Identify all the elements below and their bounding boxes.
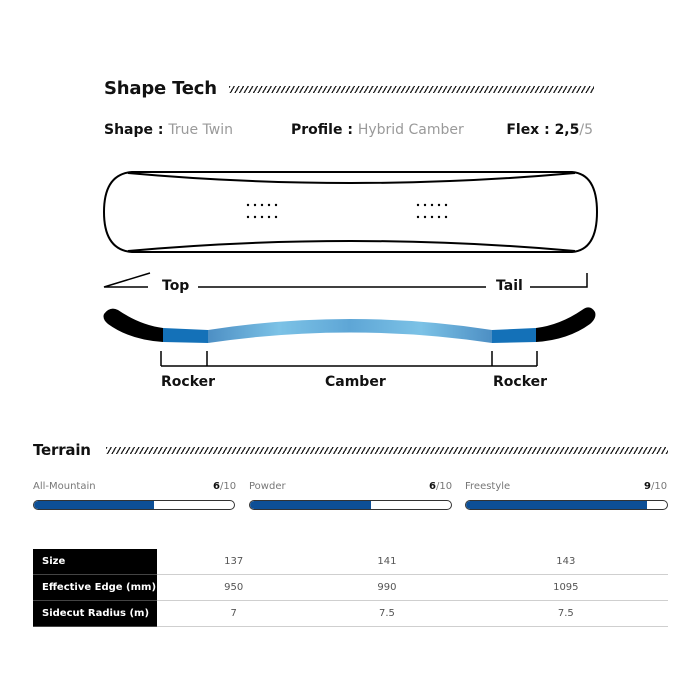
profile-camber [208,319,492,343]
row-header-size: Size [33,549,157,575]
top-arrow-line [104,273,150,287]
table-row [33,601,668,627]
table-cell: 1095 [464,575,668,601]
tail-label: Tail [496,278,523,294]
sizes-table [33,549,668,627]
table-cell: 7.5 [310,601,463,627]
terrain-bar-fill-all-mountain [34,501,154,509]
flex-spec-label: Flex : 2,5 [506,122,580,138]
terrain-score-freestyle: 9/10 [644,481,668,492]
terrain-hatch-divider [106,447,668,454]
terrain-bar-freestyle [465,500,668,510]
tail-arrow-line [530,273,587,287]
terrain-bar-all-mountain [33,500,235,510]
shape-spec-label: Shape : [104,122,164,138]
terrain-bar-fill-powder [250,501,371,509]
table-cell: 990 [310,575,463,601]
profile-rocker-left [163,328,208,343]
table-row [33,575,668,601]
profile-tip-left [104,309,164,342]
terrain-name-all-mountain: All-Mountain [33,481,96,492]
terrain-name-freestyle: Freestyle [465,481,511,492]
camber-label: Camber [322,374,389,390]
table-cell: 950 [157,575,310,601]
terrain-score-all-mountain: 6/10 [213,481,237,492]
flex-spec-suffix: /5 [579,122,593,138]
rocker-left-label: Rocker [161,374,218,390]
table-cell: 7.5 [464,601,668,627]
table-cell: 137 [157,549,310,575]
table-cell: 141 [310,549,463,575]
terrain-bar-fill-freestyle [466,501,647,509]
top-label: Top [162,278,190,294]
profile-spec-label: Profile : [291,122,353,138]
shape-tech-title: Shape Tech [104,78,217,99]
table-cell: 143 [464,549,668,575]
table-cell: 7 [157,601,310,627]
terrain-bar-powder [249,500,452,510]
terrain-score-powder: 6/10 [429,481,453,492]
row-header-effective-edge: Effective Edge (mm) [33,575,157,601]
rocker-right-label: Rocker [490,374,547,390]
terrain-title: Terrain [33,441,91,459]
row-header-sidecut-radius: Sidecut Radius (m) [33,601,157,627]
profile-spec-value: Hybrid Camber [357,122,464,138]
table-row [33,549,668,575]
profile-rocker-right [492,328,536,343]
shape-spec-value: True Twin [168,122,234,138]
terrain-name-powder: Powder [249,481,286,492]
profile-tip-right [536,307,595,342]
